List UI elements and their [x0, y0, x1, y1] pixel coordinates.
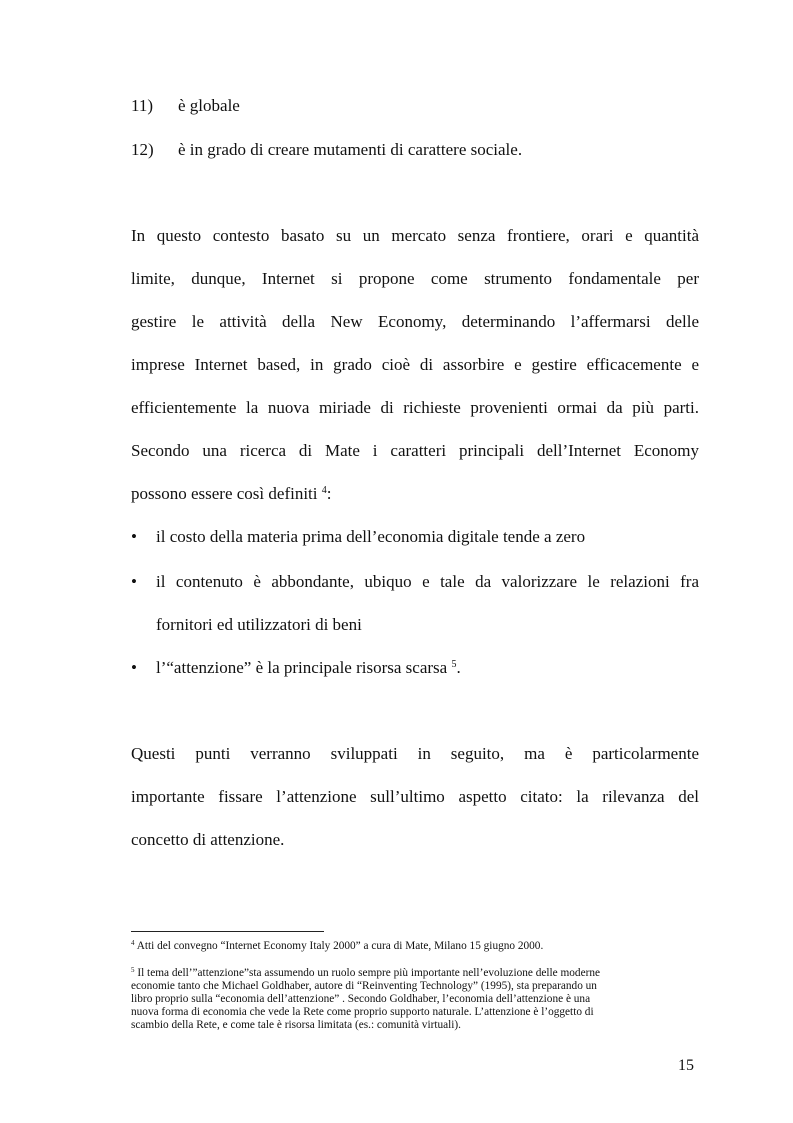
footnote-text: scambio della Rete, e come tale è risorsa limitata (es.: comunità virtuali).	[131, 1019, 462, 1031]
footnote-mark: 5	[131, 966, 135, 974]
list-number-12: 12)	[131, 140, 154, 159]
list-number-11: 11)	[131, 96, 154, 115]
paragraph-line: importante fissare l’attenzione sull’ultimo aspetto citato: la rilevanza del	[131, 787, 699, 806]
bullet-icon: •	[131, 527, 137, 546]
footnote-text: Il tema dell’”attenzione”sta assumendo un ruolo sempre più importante nell’evoluzione delle moderne	[134, 967, 601, 979]
paragraph-line-text: possono essere così definiti	[131, 484, 322, 503]
paragraph-line: efficientemente la nuova miriade di richieste provenienti ormai da più parti.	[131, 398, 699, 417]
paragraph-last-line	[131, 484, 331, 504]
list-item-12-text: è in grado di creare mutamenti di carattere sociale.	[178, 140, 523, 159]
footnote-text: Atti del convegno “Internet Economy Italy 2000” a cura di Mate, Milano 15 giugno 2000.	[134, 940, 544, 952]
bullet-item-text: il contenuto è abbondante, ubiquo e tale da valorizzare le relazioni fra	[156, 572, 699, 591]
footnote-divider	[131, 931, 324, 932]
footnote-4	[131, 940, 699, 953]
paragraph-line: Secondo una ricerca di Mate i caratteri principali dell’Internet Economy	[131, 441, 699, 460]
footnote-mark: 4	[131, 939, 135, 947]
bullet-icon: •	[131, 658, 137, 677]
bullet-icon: •	[131, 572, 137, 591]
bullet-item-text: il costo della materia prima dell’economia digitale tende a zero	[156, 527, 586, 546]
paragraph-line-end: :	[326, 484, 332, 503]
paragraph-line: gestire le attività della New Economy, determinando l’affermarsi delle	[131, 312, 699, 331]
footnote-text: economie tanto che Michael Goldhaber, autore di “Reinventing Technology” (1995), sta preparando un	[131, 980, 597, 992]
footnote-text: libro proprio sulla “economia dell’attenzione” . Secondo Goldhaber, l’economia dell’attenzione è una	[131, 993, 591, 1005]
footnote-text: nuova forma di economia che vede la Rete come proprio supporto naturale. L’attenzione è l’oggetto di	[131, 1006, 594, 1018]
bullet-item-end: .	[456, 658, 461, 677]
page-number: 15	[678, 1057, 694, 1074]
bullet-item-3	[156, 658, 461, 678]
paragraph-line: Questi punti verranno sviluppati in seguito, ma è particolarmente	[131, 744, 699, 763]
paragraph-line: imprese Internet based, in grado cioè di assorbire e gestire efficacemente e	[131, 355, 699, 374]
footnote-5	[131, 967, 699, 1032]
paragraph-line: limite, dunque, Internet si propone come strumento fondamentale per	[131, 269, 699, 288]
footnote-ref-5: 5	[451, 659, 457, 670]
paragraph-line: In questo contesto basato su un mercato senza frontiere, orari e quantità	[131, 226, 699, 245]
paragraph-last-line: concetto di attenzione.	[131, 830, 285, 849]
footnote-ref-4: 4	[321, 485, 327, 496]
bullet-item-text-continued: fornitori ed utilizzatori di beni	[156, 615, 362, 634]
bullet-item-text: l’“attenzione” è la principale risorsa scarsa	[156, 658, 452, 677]
list-item-11-text: è globale	[178, 96, 240, 115]
